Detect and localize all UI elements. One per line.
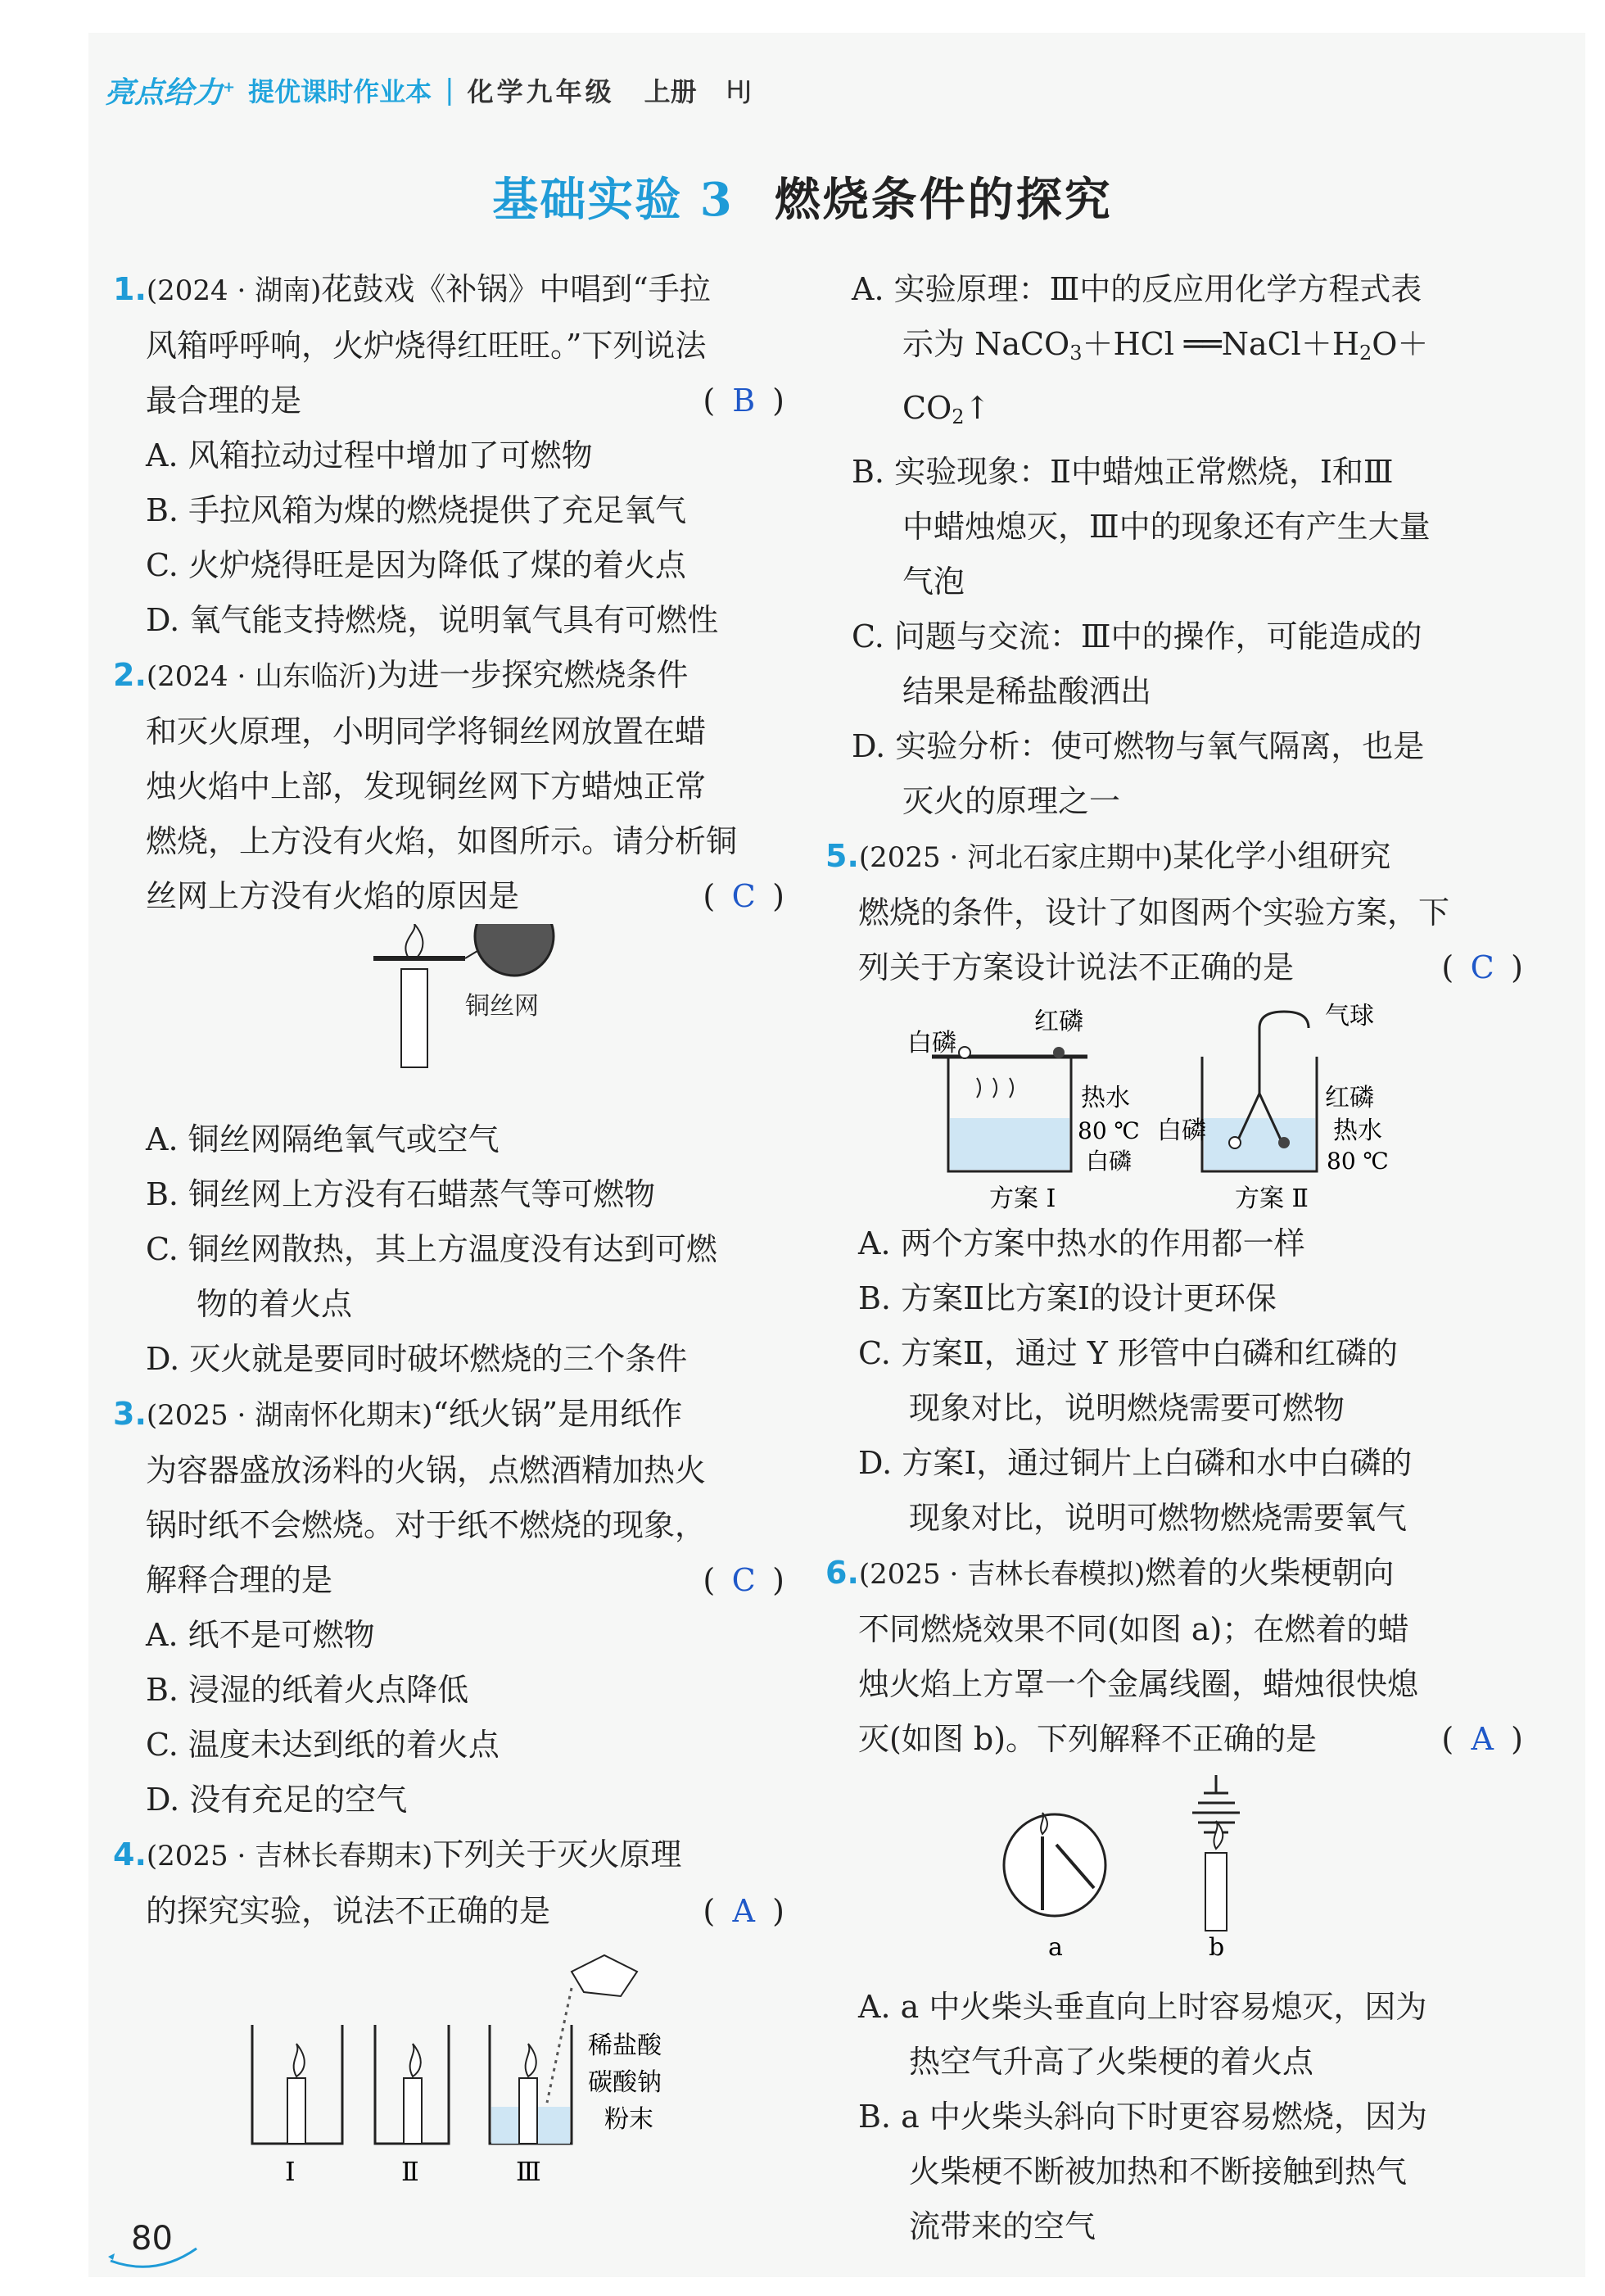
- page-number: 80: [131, 2220, 173, 2258]
- fig-label-plan1: 方案 Ⅰ: [989, 1184, 1056, 1213]
- question-number: 4.: [113, 1836, 147, 1873]
- answer-letter: A: [1471, 1721, 1494, 1757]
- question-text: 某化学小组研究: [1173, 838, 1391, 874]
- flame-icon: [526, 2044, 536, 2076]
- fig-label-balloon: 气球: [1325, 1002, 1374, 1030]
- option-c-cont: 物的着火点: [197, 1286, 353, 1322]
- option-a-equation: 示为 NaCO$_3$＋HCl $══NaCl+H_2O+$: [902, 326, 1429, 365]
- candle-icon: [1205, 1853, 1227, 1931]
- question-text: 和灭火原理，小明同学将铜丝网放置在蜡: [146, 713, 707, 749]
- question-source: (2025 · 吉林长春模拟): [858, 1558, 1146, 1591]
- metal-coil-icon: [1192, 1775, 1240, 1832]
- option-a: A. 两个方案中热水的作用都一样: [858, 1225, 1305, 1261]
- option-b-cont: 中蜡烛熄灭，Ⅲ中的现象还有产生大量: [902, 509, 1431, 545]
- fig-label-white-p3: 白磷: [1157, 1116, 1206, 1145]
- fig-label-b: b: [1209, 1933, 1225, 1962]
- series-name: 提优课时作业本: [248, 76, 432, 107]
- option-c: C. 温度未达到纸的着火点: [146, 1727, 500, 1763]
- fig-label-white-p2: 白磷: [1086, 1148, 1133, 1175]
- question-text: 为容器盛放汤料的火锅，点燃酒精加热火: [146, 1452, 707, 1488]
- question-text: 为进一步探究燃烧条件: [377, 657, 689, 693]
- flame-icon: [405, 924, 423, 957]
- volume: 上册: [644, 76, 697, 107]
- question-text: 烛火焰上方罩一个金属线圈，蜡烛很快熄: [858, 1666, 1419, 1702]
- fig-label-plan2: 方案 Ⅱ: [1235, 1184, 1309, 1213]
- option-a: A. 纸不是可燃物: [146, 1617, 375, 1653]
- question-text: 花鼓戏《补锅》中唱到“手拉: [321, 271, 711, 307]
- question-text: 列关于方案设计说法不正确的是: [858, 949, 1295, 985]
- edition: HJ: [726, 75, 753, 105]
- header-separator: |: [445, 74, 454, 106]
- candle-icon: [404, 2078, 422, 2144]
- answer-box: ( B ): [703, 374, 784, 428]
- question-text: “纸火锅”是用纸作: [432, 1396, 683, 1432]
- copper-mesh-diagram: [113, 924, 784, 1112]
- fig-label-white-p: 白磷: [907, 1029, 956, 1057]
- red-phosphorus-dot: [1278, 1137, 1290, 1148]
- fig-label-a: a: [1048, 1933, 1063, 1962]
- question-source: (2025 · 河北石家庄期中): [858, 841, 1173, 874]
- fig-a-circle: [1004, 1814, 1105, 1916]
- option-a-equation-cont: $CO_2↑$: [902, 390, 991, 428]
- question-1: [113, 262, 784, 648]
- option-d: D. 实验分析：使可燃物与氧气隔离，也是: [852, 728, 1425, 764]
- copper-mesh-figure: [113, 924, 784, 1112]
- question-source: (2024 · 山东临沂): [146, 660, 378, 693]
- fig-label-i: Ⅰ: [285, 2156, 296, 2187]
- phosphorus-experiment-figure: [825, 995, 1523, 1216]
- question-text: 燃烧的条件，设计了如图两个实验方案，下: [858, 894, 1450, 931]
- answer-letter: C: [1470, 949, 1494, 985]
- white-phosphorus-dot: [959, 1047, 970, 1058]
- option-a: A. 风箱拉动过程中增加了可燃物: [146, 437, 593, 473]
- fig-label-hot-water2: 热水: [1333, 1116, 1382, 1145]
- balloon-icon: [1259, 1012, 1309, 1028]
- question-text: 最合理的是: [146, 383, 302, 419]
- brand-logo: 亮点给力+: [105, 75, 236, 110]
- question-source: (2024 · 湖南): [146, 274, 322, 307]
- flame-icon: [1214, 1821, 1223, 1849]
- option-a: A. 实验原理：Ⅲ中的反应用化学方程式表: [852, 271, 1422, 307]
- beaker-experiment-figure: [113, 1939, 784, 2193]
- title-part2: 燃烧条件的探究: [774, 173, 1113, 227]
- answer-box: ( A ): [703, 1884, 784, 1939]
- option-d: D. 灭火就是要同时破坏燃烧的三个条件: [146, 1341, 688, 1377]
- option-c: C. 铜丝网散热，其上方温度没有达到可燃: [146, 1231, 717, 1267]
- option-b: B. 铜丝网上方没有石蜡蒸气等可燃物: [146, 1176, 656, 1212]
- question-text: 燃烧，上方没有火焰，如图所示。请分析铜: [146, 823, 738, 859]
- option-d: D. 没有充足的空气: [146, 1782, 408, 1818]
- option-d-cont: 现象对比，说明可燃物燃烧需要氧气: [909, 1500, 1408, 1536]
- option-c: C. 问题与交流：Ⅲ中的操作，可能造成的: [852, 618, 1422, 654]
- left-column: [113, 262, 784, 2193]
- answer-box: ( C ): [1441, 940, 1523, 995]
- match-candle-figure: [825, 1767, 1523, 1980]
- right-column: [825, 262, 1523, 2254]
- candle-icon: [401, 969, 427, 1067]
- option-d: D. 氧气能支持燃烧，说明氧气具有可燃性: [146, 602, 719, 638]
- question-text: 灭(如图 b)。下列解释不正确的是: [858, 1721, 1318, 1757]
- fig-label-powder: 粉末: [604, 2105, 653, 2134]
- fig-label-iii: Ⅲ: [516, 2156, 541, 2187]
- title-part1: 基础实验 3: [492, 173, 734, 227]
- answer-box: ( C ): [703, 869, 784, 924]
- option-a: A. 铜丝网隔绝氧气或空气: [146, 1121, 500, 1157]
- option-a: A. a 中火柴头垂直向上时容易熄灭，因为: [858, 1989, 1427, 2025]
- option-c-cont: 现象对比，说明燃烧需要可燃物: [909, 1390, 1345, 1426]
- question-text: 锅时纸不会燃烧。对于纸不燃烧的现象，: [146, 1507, 707, 1543]
- beaker-diagram: [113, 1939, 784, 2193]
- fig-label-copper-mesh: 铜丝网: [465, 992, 539, 1021]
- flame-icon: [294, 2044, 305, 2076]
- question-text: 解释合理的是: [146, 1562, 333, 1598]
- question-text: 丝网上方没有火焰的原因是: [146, 878, 520, 914]
- candle-icon: [287, 2078, 305, 2144]
- fig-label-red-p2: 红磷: [1325, 1084, 1374, 1112]
- fig-label-temp2: 80 ℃: [1327, 1148, 1389, 1175]
- fig-label-red-p: 红磷: [1034, 1008, 1083, 1036]
- page-title: [0, 164, 1605, 229]
- question-number: 6.: [825, 1555, 859, 1591]
- question-text: 不同燃烧效果不同(如图 a)；在燃着的蜡: [858, 1611, 1409, 1647]
- question-number: 2.: [113, 657, 147, 693]
- pouring-beaker-icon: [572, 1955, 637, 1996]
- option-d-cont: 灭火的原理之一: [902, 783, 1121, 819]
- fig-label-acid: 稀盐酸: [588, 2031, 662, 2060]
- option-a-cont: 热空气升高了火柴梗的着火点: [909, 2044, 1314, 2080]
- option-b-cont: 火柴梗不断被加热和不断接触到热气: [909, 2153, 1408, 2190]
- question-text: 风箱呼呼响，火炉烧得红旺旺。”下列说法: [146, 328, 707, 364]
- option-c-cont: 结果是稀盐酸洒出: [902, 673, 1152, 709]
- question-3: [113, 1387, 784, 1827]
- question-text: 燃着的火柴梗朝向: [1145, 1555, 1395, 1591]
- candle-icon: [519, 2078, 537, 2144]
- red-phosphorus-dot: [1053, 1047, 1065, 1058]
- question-text: 的探究实验，说法不正确的是: [146, 1893, 551, 1929]
- match-candle-diagram: [825, 1767, 1497, 1980]
- hot-water-fill: [950, 1118, 1069, 1170]
- question-source: (2025 · 湖南怀化期末): [146, 1399, 433, 1432]
- steam-icon: [977, 1078, 1013, 1098]
- pouring-stream: [547, 1988, 572, 2103]
- question-text: 下列关于灭火原理: [432, 1836, 682, 1873]
- option-b: B. 手拉风箱为煤的燃烧提供了充足氧气: [146, 492, 687, 528]
- question-text: 烛火焰中上部，发现铜丝网下方蜡烛正常: [146, 768, 707, 804]
- option-b: B. 实验现象：Ⅱ中蜡烛正常燃烧，Ⅰ和Ⅲ: [852, 454, 1394, 490]
- subject-grade: 化学九年级: [467, 76, 615, 107]
- option-b-cont: 流带来的空气: [909, 2208, 1096, 2244]
- fig-label-carbonate: 碳酸钠: [588, 2068, 662, 2097]
- fig-label-hot-water: 热水: [1081, 1084, 1130, 1112]
- question-number: 3.: [113, 1396, 147, 1432]
- question-2: [113, 648, 784, 1387]
- answer-letter: B: [732, 383, 756, 419]
- option-c: C. 火炉烧得旺是因为降低了煤的着火点: [146, 547, 686, 583]
- answer-letter: C: [731, 1562, 756, 1598]
- phosphorus-diagram: [825, 995, 1497, 1216]
- option-c: C. 方案Ⅱ，通过 Y 形管中白磷和红磷的: [858, 1335, 1398, 1371]
- answer-box: ( C ): [703, 1553, 784, 1608]
- question-source: (2025 · 吉林长春期末): [146, 1840, 433, 1873]
- question-number: 1.: [113, 271, 147, 307]
- flame-icon: [410, 2044, 421, 2076]
- option-d: D. 方案Ⅰ，通过铜片上白磷和水中白磷的: [858, 1445, 1413, 1481]
- question-4: [113, 1827, 784, 2193]
- question-5: [825, 829, 1523, 1546]
- option-b: B. 浸湿的纸着火点降低: [146, 1672, 469, 1708]
- answer-box: ( A ): [1441, 1712, 1523, 1767]
- answer-letter: C: [731, 878, 756, 914]
- answer-letter: A: [732, 1893, 755, 1929]
- question-number: 5.: [825, 838, 859, 874]
- fig-label-ii: Ⅱ: [401, 2156, 419, 2187]
- question-6: [825, 1546, 1523, 2254]
- mesh-magnified-circle: [475, 924, 554, 976]
- question-4-options: [852, 262, 1523, 829]
- option-b: B. 方案Ⅱ比方案Ⅰ的设计更环保: [858, 1280, 1277, 1316]
- fig-label-temp: 80 ℃: [1078, 1117, 1140, 1144]
- white-phosphorus-dot: [1229, 1137, 1241, 1148]
- option-b-cont: 气泡: [902, 564, 965, 600]
- page-header: [105, 66, 752, 115]
- hot-water-fill: [1204, 1118, 1315, 1170]
- option-b: B. a 中火柴头斜向下时更容易燃烧，因为: [858, 2099, 1427, 2135]
